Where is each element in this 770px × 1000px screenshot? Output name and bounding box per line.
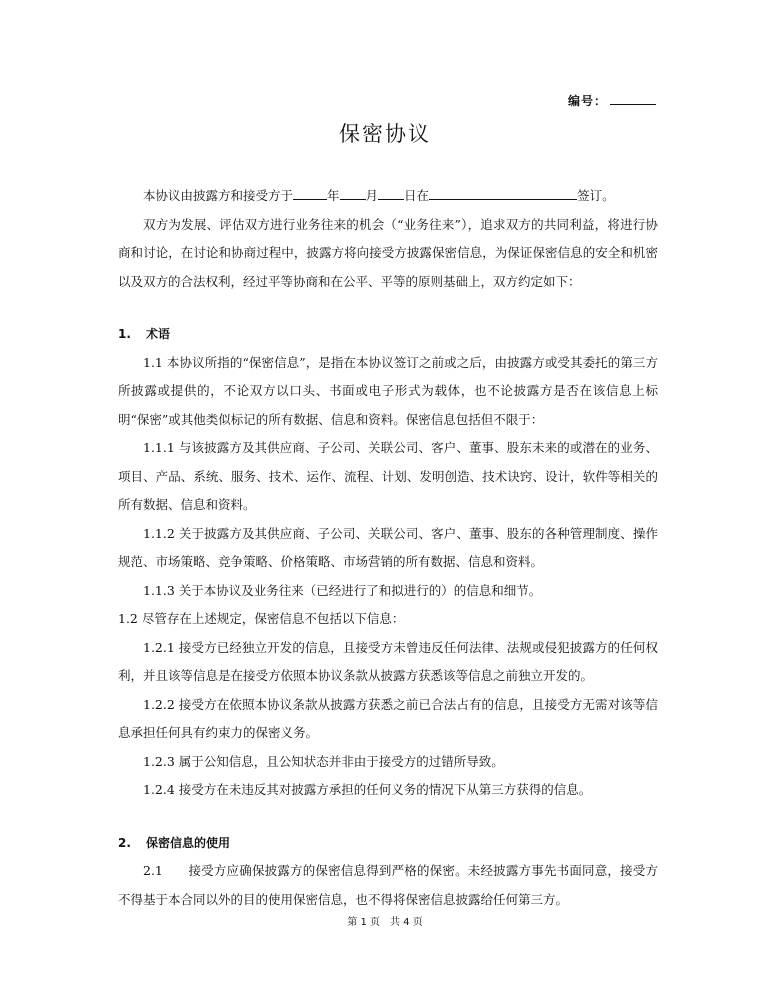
day-blank [378,186,404,200]
sign-label: 签订。 [577,188,615,203]
serial-number-blank [610,94,656,105]
intro-paragraph-1 [118,182,658,211]
document-body [118,182,658,914]
serial-number-label: 编号： [567,94,607,108]
year-label: 年 [327,188,340,203]
section-1-title: 术语 [146,327,171,341]
section-2-heading [118,829,658,858]
section-1-number: 1. [118,327,131,341]
intro-text: 本协议由披露方和接受方于 [143,188,294,203]
month-blank [340,186,366,200]
clause-1-2-4: 1.2.4 接受方在未违反其对披露方承担的任何义务的情况下从第三方获得的信息。 [143,782,592,797]
document-title: 保密协议 [339,122,431,146]
place-blank [429,186,577,200]
clause-1-2-3: 1.2.3 属于公知信息，且公知状态并非由于接受方的过错所导致。 [143,753,504,769]
clause-1-2-2: 1.2.2 接受方在依照本协议条款从披露方获悉之前已合法占有的信息，且接受方无需对该等信息承担任何具有约束力的保密义务。 [118,696,658,740]
section-2-number: 2. [118,835,131,850]
intro-paragraph-2: 双方为发展、评估双方进行业务往来的机会（“业务往来”），追求双方的共同利益，将进行协商和讨论，在讨论和协商过程中，披露方将向接受方披露保密信息，为保证保密信息的安全和机密以及双方的合法权利，经过平等协商和在公平、平等的原则基础上，双方约定如下： [118,216,658,289]
serial-number [568,92,656,109]
month-label: 月 [365,188,379,203]
day-label: 日在 [404,188,430,203]
clause-1-1-2: 1.1.2 关于披露方及其供应商、子公司、关联公司、客户、董事、股东的各种管理制度、操作规范、市场策略、竞争策略、价格策略、市场营销的所有数据、信息和资料。 [118,525,658,569]
clause-1-2: 1.2 尽管存在上述规定，保密信息不包括以下信息： [118,611,405,626]
section-1-heading [118,320,658,349]
clause-1-1-3: 1.1.3 关于本协议及业务往来（已经进行了和拟进行的）的信息和细节。 [143,582,542,598]
page-footer: 第 1 页 共 4 页 [347,917,423,928]
year-blank [293,186,327,200]
clause-1-1-1: 1.1.1 与该披露方及其供应商、子公司、关联公司、客户、董事、股东未来的或潜在的业务、项目、产品、系统、服务、技术、运作、流程、计划、发明创造、技术诀窍、设计，软件等相关的所有数据、信息和资料。 [118,440,658,512]
clause-2-1: 2.1 接受方应确保披露方的保密信息得到严格的保密。未经披露方事先书面同意，接受方不得基于本合同以外的目的使用保密信息，也不得将保密信息披露给任何第三方。 [118,863,658,907]
section-2-title: 保密信息的使用 [146,835,231,850]
clause-1-2-1: 1.2.1 接受方已经独立开发的信息，且接受方未曾违反任何法律、法规或侵犯披露方的任何权利，并且该等信息是在接受方依照本协议条款从披露方获悉该等信息之前独立开发的。 [118,639,658,683]
clause-1-1: 1.1 本协议所指的“保密信息”，是指在本协议签订之前或之后，由披露方或受其委托的第三方所披露或提供的，不论双方以口头、书面或电子形式为载体，也不论披露方是否在该信息上标明“保密”或其他类似标记的所有数据、信息和资料。保密信息包括但不限于： [118,354,658,427]
